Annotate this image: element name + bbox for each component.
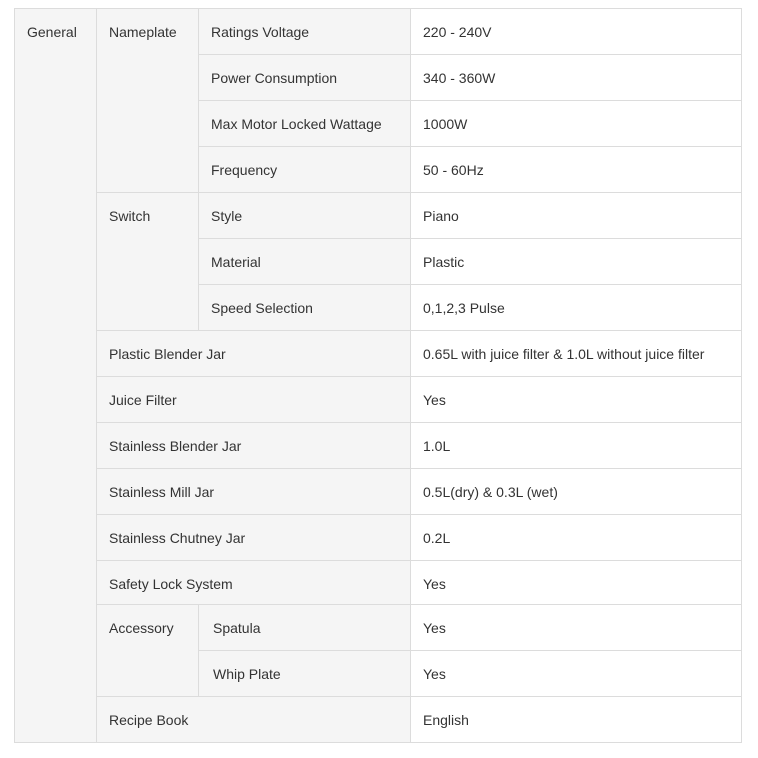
spec-key: Power Consumption [199,55,411,101]
spec-key: Stainless Blender Jar [97,423,411,469]
spec-key: Recipe Book [97,697,411,743]
table-row [15,469,742,515]
spec-key: Whip Plate [199,651,411,697]
spec-value: Plastic [411,239,742,285]
spec-value: English [411,697,742,743]
spec-value: Yes [411,605,742,651]
spec-key: Stainless Mill Jar [97,469,411,515]
group-label-general: General [15,9,97,743]
table-row [15,9,742,55]
subgroup-label-accessory: Accessory [97,605,199,697]
table-row [15,423,742,469]
spec-key: Plastic Blender Jar [97,331,411,377]
spec-value: 50 - 60Hz [411,147,742,193]
spec-value: 0.2L [411,515,742,561]
spec-value: 1000W [411,101,742,147]
table-row [15,193,742,239]
spec-key: Style [199,193,411,239]
spec-key: Max Motor Locked Wattage [199,101,411,147]
spec-table [14,8,742,743]
table-row [15,331,742,377]
spec-key: Juice Filter [97,377,411,423]
spec-key: Material [199,239,411,285]
spec-value: Piano [411,193,742,239]
spec-value: Yes [411,377,742,423]
table-row [15,377,742,423]
spec-value: 0.5L(dry) & 0.3L (wet) [411,469,742,515]
table-row [15,515,742,561]
spec-key: Frequency [199,147,411,193]
spec-value: 1.0L [411,423,742,469]
spec-value: 0,1,2,3 Pulse [411,285,742,331]
spec-value: 0.65L with juice filter & 1.0L without juice filter [411,331,742,377]
spec-key: Safety Lock System [97,561,411,605]
table-row [15,605,742,651]
spec-key: Ratings Voltage [199,9,411,55]
table-row [15,697,742,743]
table-row [15,561,742,605]
spec-value: Yes [411,651,742,697]
subgroup-label-switch: Switch [97,193,199,331]
spec-key: Speed Selection [199,285,411,331]
subgroup-label-nameplate: Nameplate [97,9,199,193]
spec-value: Yes [411,561,742,605]
spec-value: 340 - 360W [411,55,742,101]
spec-key: Stainless Chutney Jar [97,515,411,561]
spec-key: Spatula [199,605,411,651]
spec-value: 220 - 240V [411,9,742,55]
